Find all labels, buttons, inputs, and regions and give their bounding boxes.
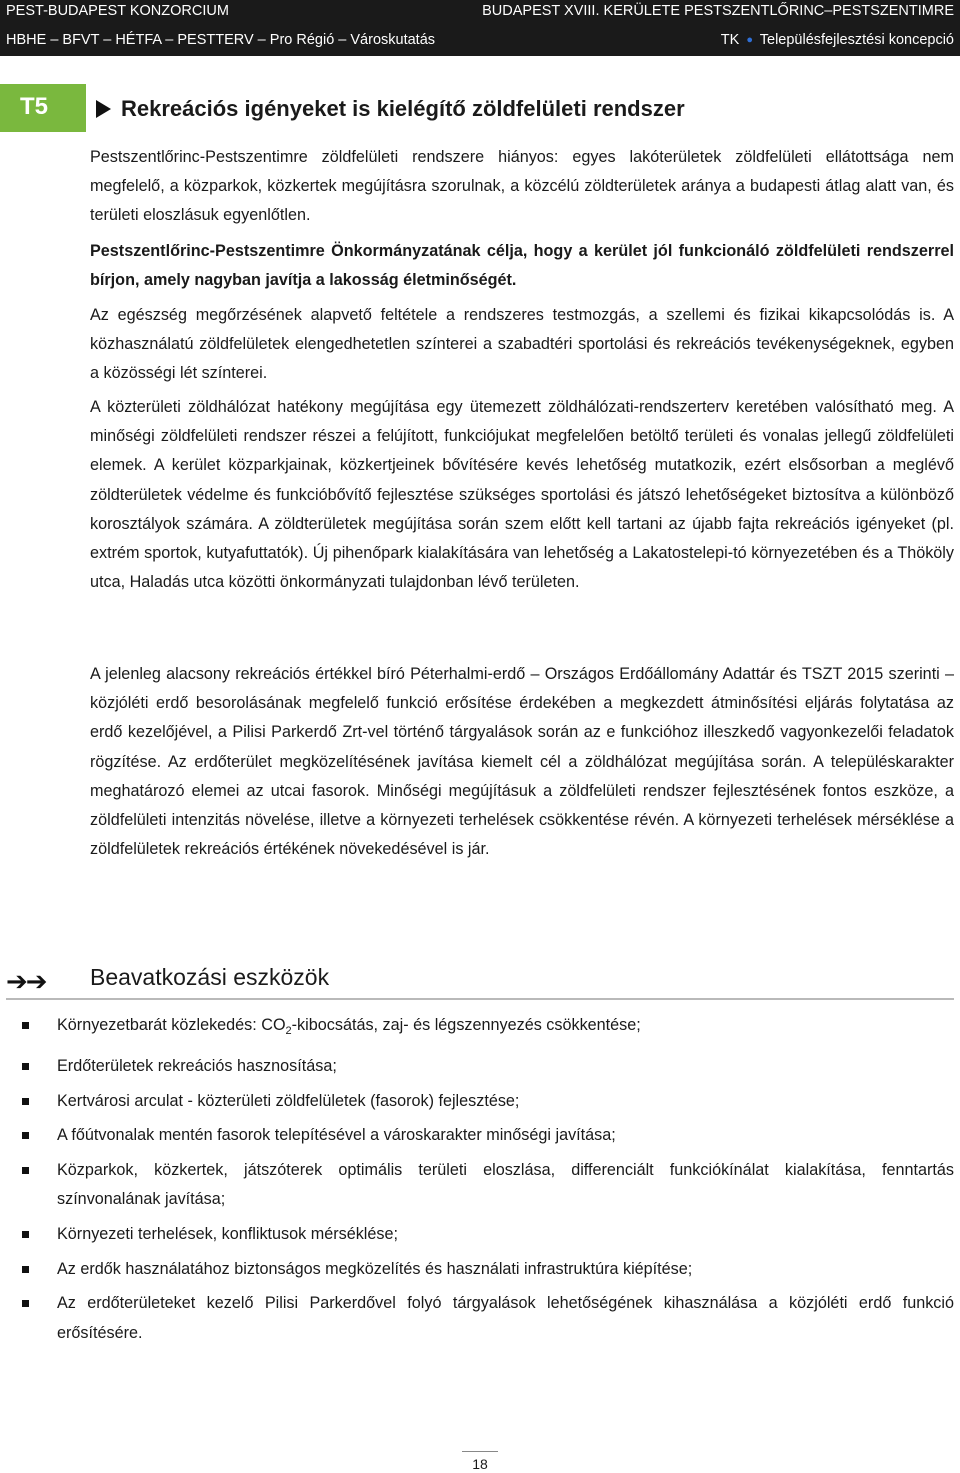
list-item — [0, 1011, 960, 1046]
header-consortium: PEST-BUDAPEST KONZORCIUM — [6, 3, 229, 19]
list-item — [0, 1156, 960, 1214]
body-paragraph — [90, 301, 954, 389]
list-item — [0, 1087, 960, 1116]
tools-list — [0, 1011, 960, 1353]
square-bullet-icon — [22, 1098, 29, 1105]
header-concept-label: Településfejlesztési koncepció — [759, 32, 954, 48]
square-bullet-icon — [22, 1063, 29, 1070]
list-item-text: Környezetbarát közlekedés: CO — [57, 1016, 286, 1034]
list-item-text: Az erdők használatához biztonságos megközelítés és használati infrastruktúra kiépítése; — [57, 1259, 693, 1278]
list-item — [0, 1289, 960, 1347]
paragraph-text: Az egészség megőrzésének alapvető feltétele a rendszeres testmozgás, a szellemi és fizikai kikapcsolódás is. A közhasználatú zöldfelületek elengedhetetlen színterei a szabadtéri sportolási és rekreációs tevékenységeknek, egyben a közösségi lét színterei. — [90, 306, 954, 383]
list-item-text: Környezeti terhelések, konfliktusok mérséklése; — [57, 1224, 398, 1243]
list-item-text: A főútvonalak mentén fasorok telepítésével a városkarakter minőségi javítása; — [57, 1126, 616, 1145]
footer-divider — [462, 1451, 498, 1452]
paragraph-text: A jelenleg alacsony rekreációs értékkel bíró Péterhalmi-erdő – Országos Erdőállomány Adattár és TSZT 2015 szerinti – közjóléti erdő besorolásának megfelelő funkció erősítése érdekében a megkezdett átminősítési eljárás folytatása az erdő kezelőjével, a Pilisi Parkerdő Zrt-vel történő tárgyalások során az e funkcióhoz illeszkedő vagyonkezelői feladatok rögzítése. Az erdőterület megközelítésének javítása kiemelt cél a zöldhálózat megújítása során. A településkarakter meghatározó elemei az utcai fasorok. Minőségi megújításuk a zöldfelületi rendszer fejlesztésének fontos eszköze, a zöldfelületi intenzitás növelése, illetve a környezeti terhelések csökkentése révén. A környezeti terhelések mérséklése a zöldfelületek rekreációs értékének növekedésével is jár. — [90, 665, 954, 859]
page-header — [0, 0, 960, 56]
header-partners: HBHE – BFVT – HÉTFA – PESTTERV – Pro Régió – Városkutatás — [6, 32, 436, 48]
triangle-right-icon — [96, 100, 111, 118]
square-bullet-icon — [22, 1167, 29, 1174]
list-item-text: Közparkok, közkertek, játszóterek optimális területi eloszlása, differenciált funkciókínálat kialakítása, fenntartás színvonalának javítása; — [57, 1161, 954, 1209]
header-tk-label: TK — [720, 32, 740, 48]
section-title: Rekreációs igényeket is kielégítő zöldfelületi rendszer — [121, 96, 685, 121]
list-item-text: Erdőterületek rekreációs hasznosítása; — [57, 1056, 337, 1075]
subscript-text: 2 — [285, 1025, 292, 1038]
list-item — [0, 1052, 960, 1081]
body-paragraph — [90, 660, 954, 864]
paragraph-text: Pestszentlőrinc-Pestszentimre zöldfelületi rendszere hiányos: egyes lakóterületek zöldfelületi ellátottsága nem megfelelő, a közparkok, közkertek megújításra szorulnak, a közcélú zöldterületek aránya a budapesti átlag alatt van, és területi eloszlásuk egyenlőtlen. — [90, 148, 954, 225]
section-badge-label: T5 — [20, 93, 49, 120]
square-bullet-icon — [22, 1266, 29, 1273]
body-paragraph-goal — [90, 237, 954, 295]
heading-divider — [6, 998, 954, 1000]
bullet-dot-icon: ● — [746, 34, 753, 46]
list-item-text: -kibocsátás, zaj- és légszennyezés csökkentése; — [291, 1016, 641, 1034]
paragraph-text: Pestszentlőrinc-Pestszentimre Önkormányzatának célja, hogy a kerület jól funkcionáló zöldfelületi rendszerrel bírjon, amely nagyban javítja a lakosság életminőségét. — [90, 242, 954, 290]
double-arrow-icon: ➔➔ — [6, 966, 46, 996]
list-item — [0, 1121, 960, 1150]
square-bullet-icon — [22, 1022, 29, 1029]
header-district: BUDAPEST XVIII. KERÜLETE PESTSZENTLŐRINC–PESTSZENTIMRE — [482, 3, 954, 19]
header-document-type — [721, 32, 954, 48]
list-item-text: Kertvárosi arculat - közterületi zöldfelületek (fasorok) fejlesztése; — [57, 1091, 520, 1110]
list-item — [0, 1220, 960, 1249]
tools-heading: Beavatkozási eszközök — [90, 964, 330, 990]
square-bullet-icon — [22, 1132, 29, 1139]
page-number: 18 — [472, 1456, 488, 1472]
list-item-text: Az erdőterületeket kezelő Pilisi Parkerdővel folyó tárgyalások lehetőségének kihasználása a közjóléti erdő funkció erősítésére. — [57, 1294, 954, 1342]
square-bullet-icon — [22, 1231, 29, 1238]
body-paragraph — [90, 393, 954, 597]
paragraph-text: A közterületi zöldhálózat hatékony megújítása egy ütemezett zöldhálózati-rendszerterv keretében valósítható meg. A minőségi zöldfelületi rendszer részei a felújított, funkciójukat megfelelően betöltő területi és vonalas jellegű zöldfelületi elemek. A kerület közparkjainak, közkertjeinek bővítésére kevés lehetőség mutatkozik, ezért elsősorban a meglévő zöldterületek védelme és funkcióbővítő fejlesztése szükséges sportolási és játszó lehetőségeket biztosítva a különböző korosztályok számára. A zöldterületek megújítása során szem előtt kell tartani az újabb fajta rekreációs igényeket (pl. extrém sportok, kutyafuttatók). Új pihenőpark kialakítására van lehetőség a Lakatostelepi-tó környezetében és a Thököly utca, Haladás utca közötti önkormányzati tulajdonban lévő területen. — [90, 398, 954, 592]
section-badge — [0, 84, 86, 132]
list-item — [0, 1255, 960, 1284]
body-paragraph — [90, 143, 954, 231]
square-bullet-icon — [22, 1300, 29, 1307]
